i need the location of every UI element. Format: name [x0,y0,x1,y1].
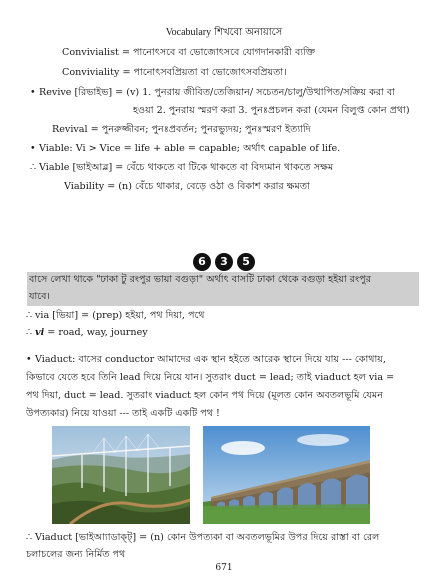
page-number: 671 [215,563,233,573]
viaduct-explain-text-1: Viaduct: বাসের conductor আমাদের এক স্থান হইতে আরেক স্থানে দিয়ে যায় --- কোথায়, [35,354,386,365]
revive-line [30,86,428,100]
shaded-line-1: বাসে লেখা থাকে "ঢাকা টু রংপুর ভায়া বগুড়া" অর্থাৎ বাসটি ঢাকা থেকে বগুড়া হইয়া রংপুর [29,274,371,285]
lesson-digit-badge: 3 [215,253,233,271]
revive-line-2: হওয়া 2. পুনরায় স্মরণ করা 3. পুনঃপ্রচলন করা (যেমন বিলুপ্ত কোন প্রথা) [133,105,410,116]
lesson-digit-badge: 5 [237,253,255,271]
viaduct-def-line-2: চলাচলের জন্য নির্মিত পথ [26,549,126,560]
header-title-en: Vocabulary [165,27,212,38]
page-header [0,26,448,40]
stone-arch-viaduct-photo [203,426,370,524]
therefore-icon: ∴ [26,327,33,338]
bullet-icon: • [30,143,36,154]
viaduct-valley-photo [52,426,190,524]
viability-line: Viability = (n) বেঁচে থাকার, বেড়ে ওঠা ও বিকাশ করার ক্ষমতা [64,181,310,192]
bullet-icon: • [30,87,36,98]
conviviality-line: Conviviality = পানোৎসবপ্রিয়তা বা ভোজোৎসবপ্রিয়তা। [62,67,287,78]
viaduct-explain-2: কিভাবে যেতে হবে তিনি lead দিয়ে নিয়ে যান। সুতরাং duct = lead; তাই viaduct হল via = [26,372,395,383]
lesson-number-badges [0,253,448,271]
viaduct-def-line [26,531,428,545]
viable-def-text: Viable [ভাইআব্ল] = বেঁচে থাকতে বা টিকে থাকতে বা বিদ্যমান থাকতে সক্ষম [39,162,334,173]
via-root-text: = road, way, journey [44,327,148,338]
viable-def-line [30,161,428,175]
convivialist-line: Convivialist = পানোৎসবে বা ভোজোৎসবে যোগদানকারী ব্যক্তি [62,47,316,58]
lesson-digit-badge: 6 [193,253,211,271]
shaded-line-2: যাবে। [29,291,50,302]
therefore-icon: ∴ [26,532,33,543]
viaduct-explain-4: উপত্যকার) নিয়ে যাওয়া --- তাই একটি একটি পথ ! [26,408,220,419]
viable-root-text: Viable: Vi > Vice = life + able = capable; অর্থাৎ capable of life. [39,143,341,154]
therefore-icon: ∴ [30,162,37,173]
via-root-line [26,326,428,340]
revival-line: Revival = পুনরুজ্জীবন; পুনঃপ্রবর্তন; পুনরভ্যুদয়; পুনঃস্মরণ ইত্যাদি [52,124,311,135]
via-def-text: via [ভিয়া] = (prep) হইয়া, পথ দিয়া, পথে [35,310,205,321]
via-root-prefix: vi [35,327,45,338]
header-title-bn: শিখবো অনায়াসে [214,27,283,38]
viaduct-explain-3: পথ দিয়া, duct = lead. সুতরাং viaduct হল কোন পথ দিয়ে (মূলত কোন অবতলভূমি যেমন [26,390,383,401]
viable-root-line [30,142,428,156]
bullet-icon: • [26,354,32,365]
revive-text: Revive [রিভাইভ] = (v) 1. পুনরায় জীবিত/তেজিয়ান/ সচেতন/চালু/উত্থাপিত/সক্রিয় করা বা [39,87,396,98]
viaduct-explain-1 [26,353,428,367]
via-def-line [26,309,428,323]
viaduct-def-text: Viaduct [ভাইআ্যাডাক্ট্] = (n) কোন উপত্যকা বা অবতলভূমির উপর দিয়ে রাস্তা বা রেল [35,532,380,543]
therefore-icon: ∴ [26,310,33,321]
